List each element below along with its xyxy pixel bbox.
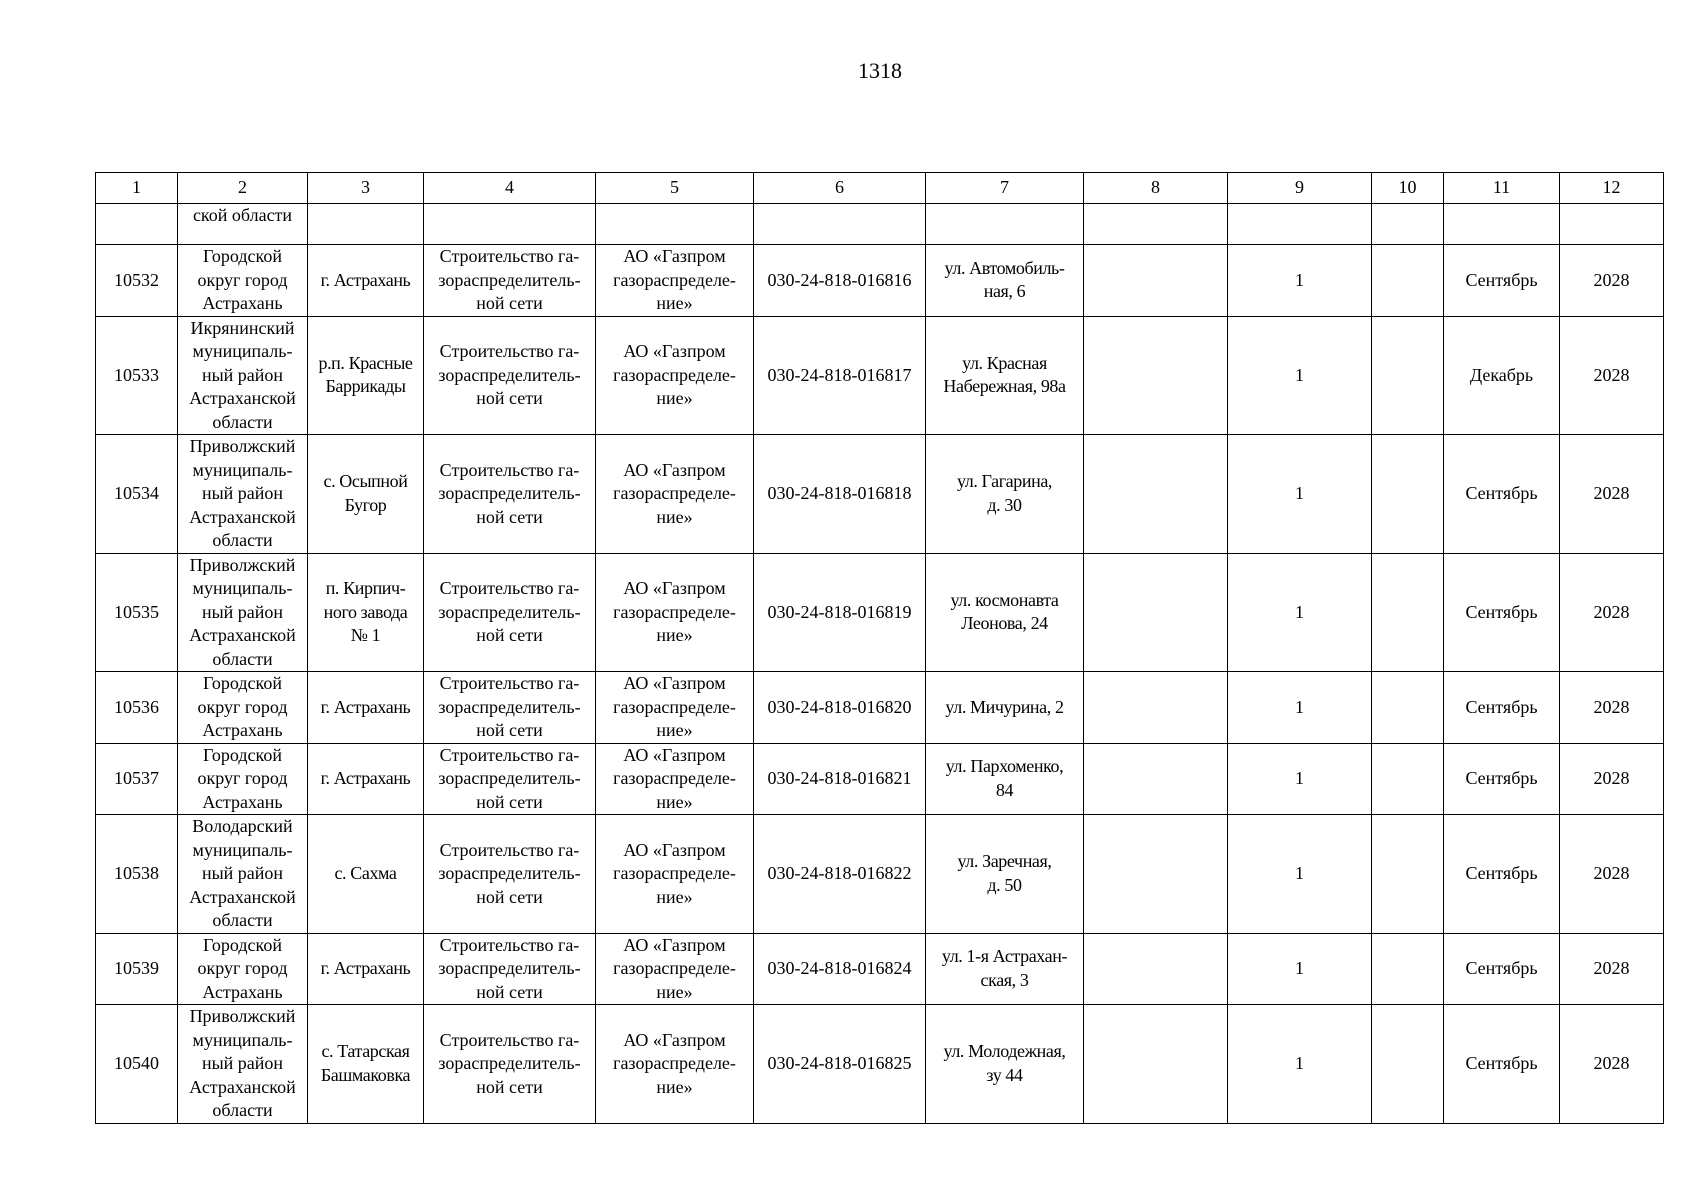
organization-cell: АО «Газпром газораспределе- ние» [596,245,754,317]
work-type-cell: Строительство га- зораспределитель- ной сети [424,316,596,435]
column-10-cell [1372,1005,1444,1124]
address-cell: ул. Заречная, д. 50 [926,815,1084,934]
continuation-cell: ской области [178,204,308,245]
table-cell [1084,204,1228,245]
table-cell [1372,204,1444,245]
object-code-cell: 030-24-818-016816 [754,245,926,317]
column-8-cell [1084,245,1228,317]
table-row [96,815,1664,934]
object-code-cell: 030-24-818-016820 [754,672,926,744]
organization-cell: АО «Газпром газораспределе- ние» [596,553,754,672]
locality-cell: г. Астрахань [308,933,424,1005]
locality-cell: п. Кирпич- ного завода № 1 [308,553,424,672]
row-number-cell: 10540 [96,1005,178,1124]
column-header: 12 [1560,173,1664,204]
count-cell: 1 [1228,815,1372,934]
table-row [96,435,1664,554]
locality-cell: г. Астрахань [308,245,424,317]
organization-cell: АО «Газпром газораспределе- ние» [596,815,754,934]
table-row [96,245,1664,317]
month-cell: Сентябрь [1444,435,1560,554]
table-body [96,173,1664,1124]
row-number-cell: 10538 [96,815,178,934]
district-cell: Городской округ город Астрахань [178,933,308,1005]
district-cell: Приволжский муниципаль- ный район Астраханской области [178,435,308,554]
year-cell: 2028 [1560,933,1664,1005]
column-10-cell [1372,672,1444,744]
object-code-cell: 030-24-818-016819 [754,553,926,672]
count-cell: 1 [1228,435,1372,554]
column-10-cell [1372,435,1444,554]
work-type-cell: Строительство га- зораспределитель- ной сети [424,435,596,554]
year-cell: 2028 [1560,1005,1664,1124]
table-cell [424,204,596,245]
object-code-cell: 030-24-818-016821 [754,743,926,815]
locality-cell: р.п. Красные Баррикады [308,316,424,435]
year-cell: 2028 [1560,815,1664,934]
column-header: 2 [178,173,308,204]
year-cell: 2028 [1560,316,1664,435]
column-8-cell [1084,553,1228,672]
row-number-cell: 10532 [96,245,178,317]
table-row [96,933,1664,1005]
table-cell [596,204,754,245]
work-type-cell: Строительство га- зораспределитель- ной сети [424,743,596,815]
row-number-cell: 10536 [96,672,178,744]
locality-cell: г. Астрахань [308,672,424,744]
row-number-cell: 10537 [96,743,178,815]
register-table [95,172,1664,1124]
district-cell: Городской округ город Астрахань [178,743,308,815]
organization-cell: АО «Газпром газораспределе- ние» [596,672,754,744]
header-row [96,173,1664,204]
district-cell: Городской округ город Астрахань [178,245,308,317]
column-header: 7 [926,173,1084,204]
address-cell: ул. Гагарина, д. 30 [926,435,1084,554]
table-cell [926,204,1084,245]
month-cell: Сентябрь [1444,933,1560,1005]
row-number-cell: 10535 [96,553,178,672]
work-type-cell: Строительство га- зораспределитель- ной сети [424,672,596,744]
column-header: 9 [1228,173,1372,204]
address-cell: ул. Молодежная, зу 44 [926,1005,1084,1124]
locality-cell: с. Осыпной Бугор [308,435,424,554]
column-10-cell [1372,815,1444,934]
table-cell [96,204,178,245]
organization-cell: АО «Газпром газораспределе- ние» [596,933,754,1005]
column-8-cell [1084,743,1228,815]
column-8-cell [1084,815,1228,934]
table-row [96,743,1664,815]
column-header: 3 [308,173,424,204]
year-cell: 2028 [1560,245,1664,317]
column-header: 8 [1084,173,1228,204]
column-8-cell [1084,435,1228,554]
table-cell [308,204,424,245]
locality-cell: с. Сахма [308,815,424,934]
address-cell: ул. космонавта Леонова, 24 [926,553,1084,672]
district-cell: Икрянинский муниципаль- ный район Астраханской области [178,316,308,435]
district-cell: Володарский муниципаль- ный район Астраханской области [178,815,308,934]
column-10-cell [1372,743,1444,815]
table-row [96,553,1664,672]
month-cell: Сентябрь [1444,815,1560,934]
work-type-cell: Строительство га- зораспределитель- ной сети [424,553,596,672]
column-header: 4 [424,173,596,204]
address-cell: ул. 1-я Астрахан- ская, 3 [926,933,1084,1005]
work-type-cell: Строительство га- зораспределитель- ной сети [424,245,596,317]
column-10-cell [1372,245,1444,317]
year-cell: 2028 [1560,672,1664,744]
count-cell: 1 [1228,245,1372,317]
district-cell: Приволжский муниципаль- ный район Астраханской области [178,553,308,672]
count-cell: 1 [1228,316,1372,435]
count-cell: 1 [1228,743,1372,815]
organization-cell: АО «Газпром газораспределе- ние» [596,435,754,554]
work-type-cell: Строительство га- зораспределитель- ной сети [424,815,596,934]
address-cell: ул. Пархоменко, 84 [926,743,1084,815]
count-cell: 1 [1228,933,1372,1005]
year-cell: 2028 [1560,743,1664,815]
table-row [96,672,1664,744]
table-cell [754,204,926,245]
column-header: 10 [1372,173,1444,204]
column-8-cell [1084,316,1228,435]
month-cell: Сентябрь [1444,245,1560,317]
organization-cell: АО «Газпром газораспределе- ние» [596,316,754,435]
object-code-cell: 030-24-818-016825 [754,1005,926,1124]
address-cell: ул. Автомобиль- ная, 6 [926,245,1084,317]
column-10-cell [1372,553,1444,672]
address-cell: ул. Красная Набережная, 98а [926,316,1084,435]
address-cell: ул. Мичурина, 2 [926,672,1084,744]
table-cell [1228,204,1372,245]
district-cell: Приволжский муниципаль- ный район Астраханской области [178,1005,308,1124]
object-code-cell: 030-24-818-016822 [754,815,926,934]
column-8-cell [1084,672,1228,744]
table-row [96,316,1664,435]
count-cell: 1 [1228,553,1372,672]
object-code-cell: 030-24-818-016817 [754,316,926,435]
locality-cell: г. Астрахань [308,743,424,815]
object-code-cell: 030-24-818-016818 [754,435,926,554]
column-8-cell [1084,1005,1228,1124]
row-number-cell: 10539 [96,933,178,1005]
table-row [96,1005,1664,1124]
month-cell: Сентябрь [1444,553,1560,672]
table-cell [1444,204,1560,245]
organization-cell: АО «Газпром газораспределе- ние» [596,743,754,815]
object-code-cell: 030-24-818-016824 [754,933,926,1005]
year-cell: 2028 [1560,553,1664,672]
work-type-cell: Строительство га- зораспределитель- ной сети [424,933,596,1005]
row-number-cell: 10534 [96,435,178,554]
table-cell [1560,204,1664,245]
district-cell: Городской округ город Астрахань [178,672,308,744]
column-10-cell [1372,316,1444,435]
column-10-cell [1372,933,1444,1005]
month-cell: Сентябрь [1444,743,1560,815]
locality-cell: с. Татарская Башмаковка [308,1005,424,1124]
count-cell: 1 [1228,1005,1372,1124]
month-cell: Декабрь [1444,316,1560,435]
row-number-cell: 10533 [96,316,178,435]
column-8-cell [1084,933,1228,1005]
column-header: 11 [1444,173,1560,204]
year-cell: 2028 [1560,435,1664,554]
continuation-row [96,204,1664,245]
column-header: 1 [96,173,178,204]
column-header: 6 [754,173,926,204]
count-cell: 1 [1228,672,1372,744]
column-header: 5 [596,173,754,204]
month-cell: Сентябрь [1444,1005,1560,1124]
work-type-cell: Строительство га- зораспределитель- ной сети [424,1005,596,1124]
organization-cell: АО «Газпром газораспределе- ние» [596,1005,754,1124]
month-cell: Сентябрь [1444,672,1560,744]
page-number: 1318 [858,58,902,83]
